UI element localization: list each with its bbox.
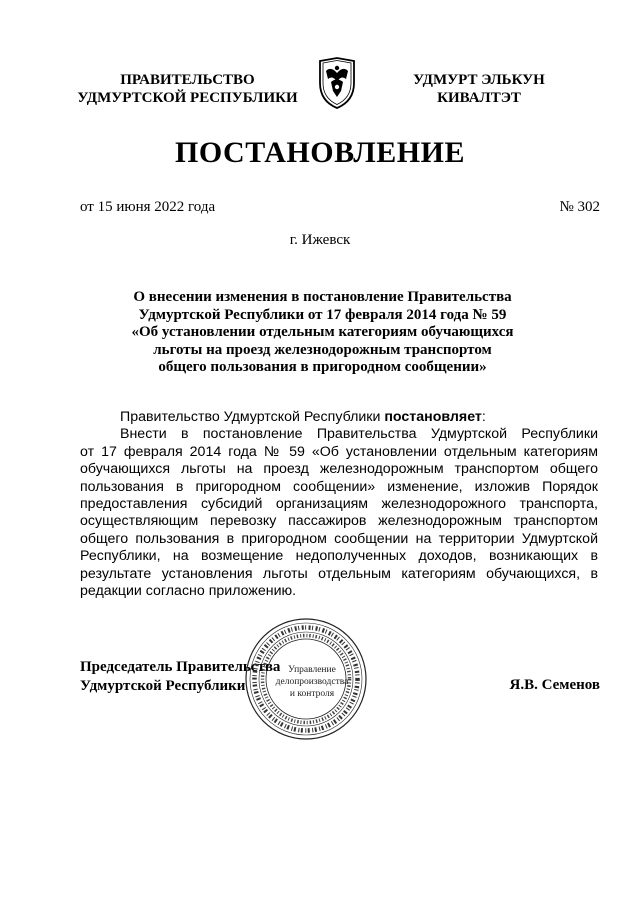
official-stamp — [244, 617, 368, 741]
government-name-udmurt-line2: КИВАЛТЭТ — [437, 90, 521, 106]
intro-colon: : — [481, 409, 486, 425]
stamp-center-line1: Управление — [288, 665, 336, 675]
document-type-title: ПОСТАНОВЛЕНИЕ — [175, 136, 465, 169]
document-number: № 302 — [559, 199, 600, 215]
document-city: г. Ижевск — [289, 232, 351, 248]
signatory-name: Я.В. Семенов — [509, 677, 600, 693]
government-name-line2: УДМУРТСКОЙ РЕСПУБЛИКИ — [77, 90, 298, 106]
body-line: общего пользования в пригородном сообщении на территории Удмуртской — [80, 530, 598, 547]
subject-line: льготы на проезд железнодорожным транспортом — [153, 341, 492, 358]
body-line: пользования в пригородном сообщении» изменение, изложив Порядок — [80, 478, 598, 495]
government-name-russian — [60, 71, 315, 107]
body-line: редакции согласно приложению. — [80, 583, 297, 600]
body-line: результате установления льготы отдельным категориям обучающихся, в — [80, 565, 598, 582]
stamp-center-line2: делопроизводства — [275, 677, 349, 687]
body-line: от 17 февраля 2014 года № 59 «Об установлении отдельным категориям — [80, 443, 598, 460]
document-body — [80, 409, 598, 600]
intro-text: Правительство Удмуртской Республики — [120, 409, 385, 425]
resolution-intro — [80, 409, 598, 426]
body-line: предоставления субсидий организациям железнодорожного транспорта, — [80, 496, 598, 513]
signatory-position-line2: Удмуртской Республики — [80, 678, 246, 694]
body-line: Республики, на возмещение недополученных доходов, возникающих в — [80, 548, 598, 565]
government-name-line1: ПРАВИТЕЛЬСТВО — [120, 72, 255, 88]
government-name-udmurt-line1: УДМУРТ ЭЛЬКУН — [413, 72, 545, 88]
document-date: от 15 июня 2022 года — [80, 199, 216, 215]
body-line: осуществляющим перевозку пассажиров железнодорожным транспортом — [80, 513, 598, 530]
document-subject — [100, 289, 545, 377]
subject-line: «Об установлении отдельным категориям обучающихся — [131, 324, 514, 340]
subject-line: О внесении изменения в постановление Правительства — [133, 289, 512, 305]
subject-line: общего пользования в пригородном сообщении» — [158, 359, 487, 375]
subject-line: Удмуртской Республики от 17 февраля 2014 года № 59 — [138, 306, 507, 323]
body-line: Внести в постановление Правительства Удмуртской Республики — [120, 426, 598, 443]
intro-decree-word: постановляет — [384, 409, 482, 425]
stamp-center-line3: и контроля — [289, 689, 335, 699]
coat-of-arms-icon — [317, 57, 357, 109]
signatory-position-line1: Председатель Правительства — [80, 659, 281, 675]
government-name-udmurt — [389, 71, 569, 107]
body-line: обучающихся льготы на проезд железнодорожным транспортом общего — [80, 461, 598, 478]
